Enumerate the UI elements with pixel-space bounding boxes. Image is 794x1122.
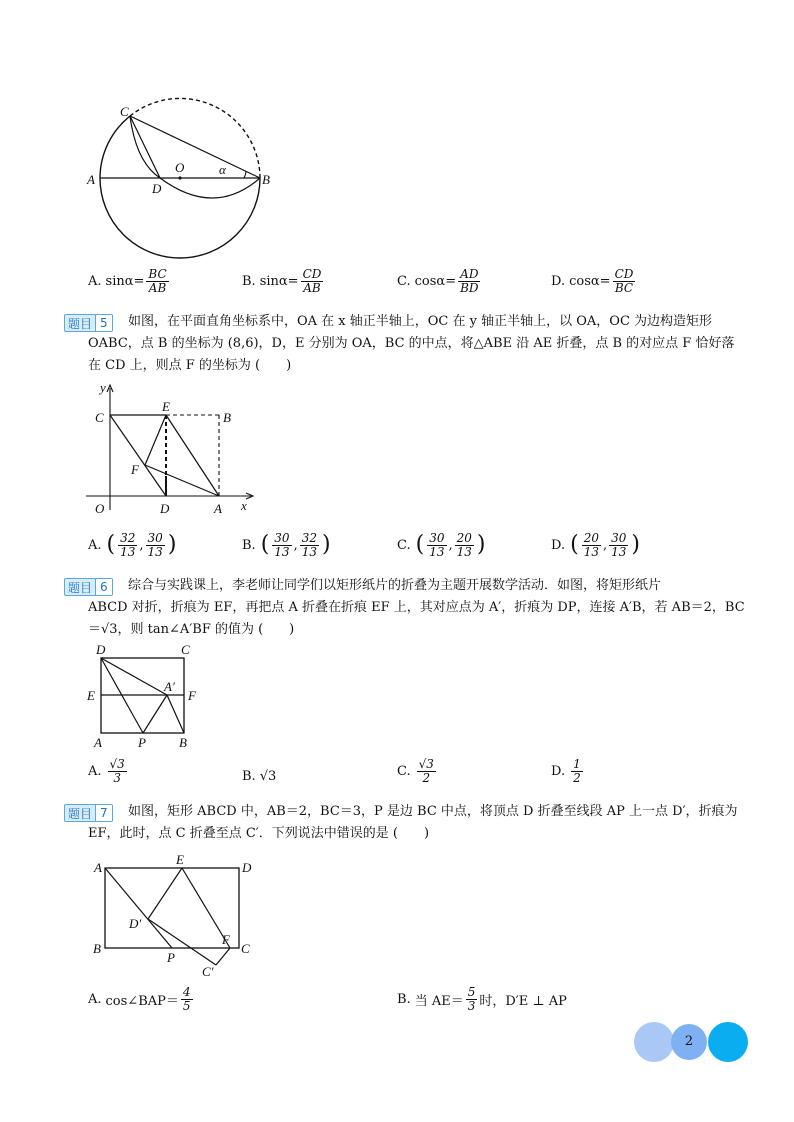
q4-arc-db — [160, 178, 260, 198]
q7-label-c: C — [241, 941, 250, 956]
fraction: $\frac{AD}{BD}$ — [460, 267, 479, 295]
q5-label-b: B — [223, 410, 231, 425]
q4-label-alpha: α — [219, 162, 226, 177]
page-number: 2 — [671, 1024, 707, 1060]
q7-label-d: D — [242, 860, 252, 875]
q6-label-f: F — [188, 688, 196, 703]
q4-label-a: A — [87, 172, 95, 187]
q7-label-e: E — [176, 852, 184, 867]
fraction: $\frac{32}{13}$ — [301, 531, 317, 559]
fraction: $\frac{20}{13}$ — [456, 531, 472, 559]
q5-option-a[interactable]: A. ( $\frac{32}{13}$ , $\frac{30}{13}$ ) — [88, 531, 177, 559]
fraction: $\frac{√3}{2}$ — [418, 757, 434, 785]
q6-figure — [84, 640, 214, 752]
fraction: $\frac{5}{3}$ — [467, 985, 476, 1013]
q6-label-a: A — [94, 735, 102, 750]
q7-option-b[interactable]: B. 当 AE＝ $\frac{5}{3}$ 时，D′E ⊥ AP — [397, 985, 567, 1013]
q6-option-a[interactable]: A. $\frac{√3}{3}$ — [88, 757, 125, 785]
q7-option-a[interactable]: A. cos∠BAP＝ $\frac{4}{5}$ — [88, 985, 191, 1013]
page-number-badge — [634, 1022, 748, 1062]
fraction: $\frac{20}{13}$ — [583, 531, 599, 559]
fraction: $\frac{1}{2}$ — [573, 757, 581, 785]
q5-line-1: 如图，在平面直角坐标系中，OA 在 x 轴正半轴上，OC 在 y 轴正半轴上，以 OA，OC 为边构造矩形 — [128, 314, 713, 329]
q5-line-2: OABC，点 B 的坐标为 (8,6)，D，E 分别为 OA，BC 的中点，将△ABE 沿 AE 折叠，点 B 的对应点 F 恰好落 — [88, 336, 735, 351]
q4-label-o: O — [175, 160, 185, 175]
q6-line-2: ABCD 对折，折痕为 EF，再把点 A 折叠在折痕 EF 上，其对应点为 A′，折痕为 DP，连接 A′B，若 AB＝2，BC — [88, 600, 745, 615]
q5-label-o: O — [95, 501, 105, 516]
fraction: $\frac{32}{13}$ — [120, 531, 136, 559]
q6-line-3: ＝√3，则 tan∠A′BF 的值为 ( ) — [88, 622, 295, 637]
q7-label-a: A — [94, 860, 102, 875]
q7-label-c1: C′ — [202, 964, 214, 979]
q7-line-2: EF，此时，点 C 折叠至点 C′．下列说法中错误的是 ( ) — [88, 826, 430, 841]
page-circle-right — [708, 1022, 748, 1062]
q6-label-e: E — [87, 688, 95, 703]
fraction: $\frac{30}{13}$ — [147, 531, 163, 559]
q5-option-b[interactable]: B. ( $\frac{30}{13}$ , $\frac{32}{13}$ ) — [242, 531, 331, 559]
q7-label-f: F — [222, 932, 230, 947]
fraction: $\frac{30}{13}$ — [274, 531, 290, 559]
q7-figure — [84, 850, 264, 982]
q7-label-d1: D′ — [129, 916, 142, 931]
fraction: $\frac{4}{5}$ — [182, 985, 191, 1013]
q7-label-p: P — [167, 950, 175, 965]
fraction: $\frac{√3}{3}$ — [109, 757, 125, 785]
q5-label-x: x — [241, 498, 247, 513]
q4-label-c: C — [120, 104, 129, 119]
q5-option-d[interactable]: D. ( $\frac{20}{13}$ , $\frac{30}{13}$ ) — [551, 531, 640, 559]
fraction: $\frac{30}{13}$ — [429, 531, 445, 559]
q4-angle-mark — [244, 171, 246, 178]
q5-option-c[interactable]: C. ( $\frac{30}{13}$ , $\frac{20}{13}$ ) — [397, 531, 486, 559]
q6-label-c: C — [181, 642, 190, 657]
q7-line-1: 如图，矩形 ABCD 中，AB＝2，BC＝3，P 是边 BC 中点，将顶点 D 折叠至线段 AP 上一点 D′，折痕为 — [128, 804, 738, 819]
q6-label-a1: A′ — [164, 679, 175, 694]
q5-label-e: E — [162, 399, 170, 414]
q4-label-d: D — [152, 181, 162, 196]
q6-label-p: P — [138, 735, 146, 750]
fraction: $\frac{CD}{AB}$ — [302, 267, 322, 295]
q5-label-f: F — [131, 462, 139, 477]
q4-label-b: B — [262, 172, 270, 187]
q5-label-c: C — [95, 410, 104, 425]
q6-option-d[interactable]: D. $\frac{1}{2}$ — [551, 757, 581, 785]
q6-tag: 题目 6 — [64, 578, 113, 596]
fraction: $\frac{30}{13}$ — [611, 531, 627, 559]
q6-option-c[interactable]: C. $\frac{√3}{2}$ — [397, 757, 434, 785]
q7-label-b: B — [93, 941, 101, 956]
page-circle-left — [634, 1022, 674, 1062]
fraction: $\frac{BC}{AB}$ — [148, 267, 167, 295]
q4-option-b[interactable]: B. sinα = $\frac{CD}{AB}$ — [242, 267, 322, 295]
q5-figure — [86, 380, 266, 520]
q4-figure — [84, 100, 284, 260]
q4-circle-solid — [100, 116, 260, 258]
q5-label-y: y — [100, 380, 106, 395]
q6-line-1: 综合与实践课上，李老师让同学们以矩形纸片的折叠为主题开展数学活动．如图，将矩形纸片 — [128, 578, 662, 593]
q5-tag: 题目 5 — [64, 314, 113, 332]
q4-option-c[interactable]: C. cosα = $\frac{AD}{BD}$ — [397, 267, 479, 295]
q7-tag: 题目 7 — [64, 804, 113, 822]
q5-line-3: 在 CD 上，则点 F 的坐标为 ( ) — [88, 358, 292, 373]
q4-circle-dashed — [130, 98, 260, 178]
q5-label-a: A — [214, 501, 222, 516]
q4-option-a[interactable]: A. sinα = $\frac{BC}{AB}$ — [88, 267, 167, 295]
fraction: $\frac{CD}{BC}$ — [614, 267, 634, 295]
q4-option-d[interactable]: D. cosα = $\frac{CD}{BC}$ — [551, 267, 634, 295]
q6-label-b: B — [179, 735, 187, 750]
q5-label-d: D — [160, 501, 170, 516]
q6-label-d: D — [96, 642, 106, 657]
q6-option-b[interactable]: B. √3 — [242, 768, 277, 784]
